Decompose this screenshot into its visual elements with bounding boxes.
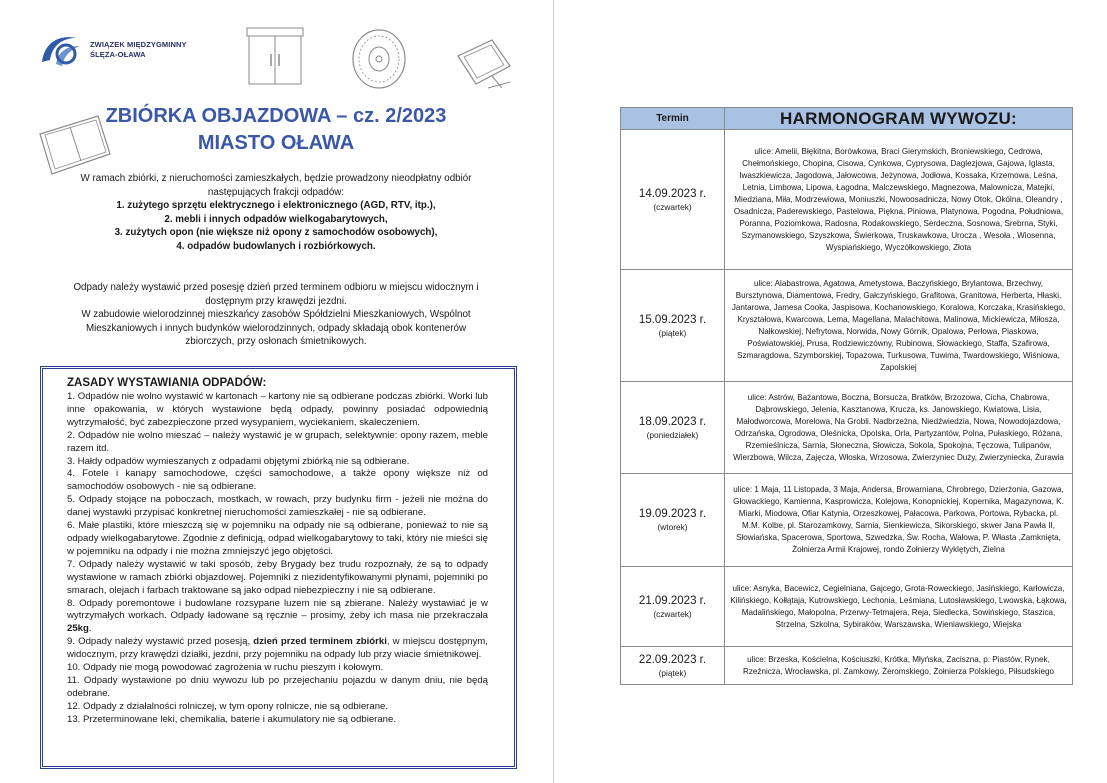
collection-weekday: (czwartek) — [653, 201, 692, 212]
list-item: 1. zużytego sprzętu elektrycznego i elektronicznego (AGD, RTV, itp.), — [116, 200, 436, 211]
rule-item: 9. Odpady należy wystawić przed posesją, dzień przed terminem zbiórki, w miejscu dostępnym, widocznym, przy krawędzi działki, jezdni, przy pojemniku na odpady lub przy wiacie śmietnikowej. — [67, 636, 488, 661]
table-row — [621, 130, 1073, 270]
collection-weekday: (piątek) — [658, 667, 687, 678]
rule-item: 3. Hałdy odpadów wymieszanych z odpadami objętymi zbiórką nie są odbierane. — [67, 455, 410, 467]
rule-emphasis: 25kg — [67, 623, 89, 635]
page-title: ZBIÓRKA OBJAZDOWA – cz. 2/2023 — [105, 105, 447, 127]
collection-date: 18.09.2023 r. — [638, 415, 707, 428]
logo-icon — [36, 30, 84, 70]
list-item: 2. mebli i innych odpadów wielkogabarytowych, — [164, 213, 388, 225]
streets-cell: ulice: 1 Maja, 11 Listopada, 3 Maja, Andersa, Browarniana, Chrobrego, Dzierżonia, Gazowa, Głowackiego, Kamienna, Kasprowicza, Kolejowa, Konopnickiej, Kopernika, Magazynowa, K. Miarki, Miodowa, Ofiar Katynia, Orzeszkowej, Pałacowa, Parkowa, Portowa, Rybacka, pl. M.M. Kolbe, pl. Starozamkowy, Sarnia, Sienkiewicza, Sikorskiego, skwer Jana Pawła II, Słowiańska, Spacerowa, Sportowa, Szwedzka, Św. Rocha, Wałowa, P. Własta ,Zamknięta, Żołnierza Armii Krajowej, rondo Żołnierzy Wyklętych, Zielna — [725, 474, 1073, 567]
rule-item: 1. Odpadów nie wolno wystawić w kartonach – kartony nie są odbierane podczas zbiórki. Worki lub inne opakowania, w których wystawione będą odpady, powinny posiadać odpowiednią wytrzymałość, być zabezpieczone przed wysypaniem, wyciekaniem, skaleczeniem. — [67, 391, 488, 428]
collection-date: 21.09.2023 r. — [638, 594, 707, 607]
logo — [36, 30, 187, 70]
column-header-title: HARMONOGRAM WYWOZU: — [725, 108, 1073, 130]
date-cell — [621, 270, 725, 382]
rules-box — [40, 366, 517, 769]
table-row — [621, 474, 1073, 567]
collection-date: 22.09.2023 r. — [638, 653, 707, 666]
collection-weekday: (piątek) — [658, 327, 687, 338]
collection-date: 19.09.2023 r. — [638, 508, 707, 520]
list-item: 4. odpadów budowlanych i rozbiórkowych. — [176, 240, 376, 252]
monitor-icon — [452, 36, 516, 92]
date-cell — [621, 474, 725, 567]
schedule-table — [620, 107, 1073, 685]
streets-cell: ulice: Brzeska, Kościelna, Kościuszki, Krótka, Młyńska, Zaciszna, p. Piastów, Rynek, Rzeźnicza, Wrocławska, pl. Zamkowy, Żeromskiego, Żołnierza Polskiego, Piłsudskiego — [725, 647, 1073, 685]
waste-fraction-list — [64, 199, 488, 253]
list-item: 3. zużytych opon (nie większe niż opony z samochodów osobowych), — [114, 227, 438, 238]
collection-weekday: (czwartek) — [653, 608, 692, 619]
tire-icon — [350, 28, 408, 90]
notice-section — [64, 281, 488, 349]
streets-cell: ulice: Amelii, Błękitna, Borówkowa, Braci Gierymskich, Broniewskiego, Cedrowa, Chełmońskiego, Chopina, Cisowa, Cynkowa, Cyprysowa, Daglezjowa, Gajowa, Iglasta, Iwaszkiewicza, Jagodowa, Jałowcowa, Jeżynowa, Jodłowa, Kossaka, Krzemowa, Leśna, Letnia, Limbowa, Lipowa, Łagodna, Malczewskiego, Magnezowa, Malownicza, Matejki, Miedziana, Miła, Modrzewiowa, Moniuszki, Nowoosadnicza, Nowy Otok, Okólna, Oleandry , Osadnicza, Paderewskiego, Pastelowa, Piękna, Piniowa, Platynowa, Pogodna, Południowa, Poranna, Poziomkowa, Radosna, Rodakowskiego, Serdeczna, Sosnowa, Srebrna, Styki, Szymanowskiego, Szyszkowa, Świerkowa, Truskawkowa, Urocza , Wesoła , Wiosenna, Wyspiańskiego, Wyczółkowskiego, Złota — [725, 130, 1073, 270]
rule-emphasis: dzień przed terminem zbiórki — [253, 636, 387, 648]
rule-item: 4. Fotele i kanapy samochodowe, części samochodowe, a także opony większe niż od samochodów osobowych - nie są odbierane. — [67, 468, 488, 493]
page-divider — [553, 0, 554, 783]
collection-weekday: (wtorek) — [657, 522, 688, 532]
table-row — [621, 647, 1073, 685]
collection-weekday: (poniedziałek) — [646, 429, 699, 440]
intro-section — [64, 172, 488, 253]
rule-item: 8. Odpady poremontowe i budowlane rozsypane luzem nie są zbierane. Należy wystawiać je w wytrzymałych workach. Odpady ładowane są ręcznie – prosimy, żeby ich masa nie przekraczała 25kg. — [67, 597, 488, 635]
column-header-date: Termin — [621, 108, 725, 130]
date-cell — [621, 382, 725, 474]
rule-item: 5. Odpady stojące na poboczach, mostkach, w rowach, przy budynku firm - jeżeli nie można do danej wystawki przypisać konkretnej nieruchomości zamieszkałej - nie są odbierane. — [67, 494, 488, 519]
rule-item: 10. Odpady nie mogą powodować zagrożenia w ruchu pieszym i kołowym. — [67, 662, 384, 674]
intro-text: W ramach zbiórki, z nieruchomości zamieszkałych, będzie prowadzony nieodpłatny odbiór następujących frakcji odpadów: — [80, 173, 472, 198]
logo-text — [90, 40, 187, 60]
schedule-header-row — [621, 108, 1073, 130]
streets-cell: ulice: Alabastrowa, Agatowa, Ametystowa, Baczyńskiego, Brylantowa, Brzechwy, Bursztynowa, Diamentowa, Fredry, Gałczyńskiego, Grafitowa, Granitowa, Herberta, Hłaski, Jantarowa, Jamesa Cooka, Jaspisowa, Kochanowskiego, Koralowa, Korczaka, Krasińskiego, Kryształowa, Kwarcowa, Lema, Magellana, Malachitowa, Malinowa, Mickiewicza, Miłosza, Nałkowskiej, Nefrytowa, Norwida, Nowy Górnik, Opalowa, Perłowa, Piaskowa, Poświatowskiej, Prusa, Rodziewiczówny, Rubinowa, Słowackiego, Staffa, Szafirowa, Szmaragdowa, Szymborskiej, Topazowa, Turkusowa, Tuwima, Twardowskiego, Wiśniowa, Zapolskiej — [725, 270, 1073, 382]
date-cell — [621, 130, 725, 270]
cabinet-icon — [245, 26, 305, 88]
rule-item: 12. Odpady z działalności rolniczej, w tym opony rolnicze, nie są odbierane. — [67, 700, 389, 712]
logo-line-2: ŚLĘZA-OŁAWA — [90, 50, 146, 59]
notice-paragraph: Odpady należy wystawić przed posesję dzień przed terminem odbioru w miejscu widocznym i dostępnym przy krawędzi jezdni. — [73, 282, 479, 307]
rules-heading: ZASADY WYSTAWIANIA ODPADÓW: — [67, 377, 267, 389]
collection-date: 15.09.2023 r. — [638, 313, 707, 326]
table-row — [621, 270, 1073, 382]
rules-list — [67, 391, 488, 727]
rule-item: 7. Odpady należy wystawić w taki sposób, żeby Brygady bez trudu rozpoznały, że są to odpady wystawione w ramach zbiórki objazdowej. Pojemniki z niezidentyfikowanymi płynami, pojemniki po smarach, olejach i farbach traktowane są jako odpad niebezpieczny i nie są odbierane. — [67, 558, 488, 596]
logo-line-1: ZWIĄZEK MIĘDZYGMINNY — [90, 39, 187, 49]
rule-item: 2. Odpadów nie wolno mieszać – należy wystawić je w grupach, selektywnie: opony razem, meble razem itd. — [67, 429, 488, 454]
rule-item: 13. Przeterminowane leki, chemikalia, baterie i akumulatory nie są odbierane. — [67, 713, 397, 725]
left-page — [0, 0, 553, 783]
table-row — [621, 382, 1073, 474]
notice-paragraph: W zabudowie wielorodzinnej mieszkańcy zasobów Spółdzielni Mieszkaniowych, Wspólnot Mieszkaniowych i innych budynków wielorodzinnych, odpady składają obok kontenerów zbiorczych, przy osłonach śmietnikowych. — [81, 309, 471, 347]
streets-cell: ulice: Asnyka, Bacewicz, Cegielniana, Gajcego, Grota-Roweckiego, Jasińskiego, Karłowicza, Kilińskiego, Kołłątaja, Kutrowskiego, Lechonia, Leśmiana, Lutosławskiego, Lwowska, Łąkowa, Madalińskiego, Małopolna, Przerwy-Tetmajera, Reja, Siedlecka, Sowińskiego, Staszica, Strzelna, Szkolna, Sybiraków, Warszawska, Wieniawskiego, Wiejska — [725, 567, 1073, 647]
rule-item: 6. Małe plastiki, które mieszczą się w pojemniku na odpady nie są odbierane, ponieważ to nie są odpady wielkogabarytowe. Zgodnie z definicją, odpad wielkogabarytowy to taki, który nie mieści się w pojemniku na odpady i nie można zmniejszyć jego objętości. — [67, 520, 488, 557]
date-cell — [621, 567, 725, 647]
collection-date: 14.09.2023 r. — [638, 187, 707, 200]
date-cell — [621, 647, 725, 685]
streets-cell: ulice: Astrów, Bażantowa, Boczna, Borsucza, Bratków, Brzozowa, Cicha, Chabrowa, Dąbrowskiego, Jelenia, Kasztanowa, Krucza, ks. Janowskiego, Kwiatowa, Lisia, Małodworcowa, Morelowa, Na Grobli. Nadbrzeżna, Niedźwiedzia, Nowa, Nowodojazdowa, Odrzańska, Ogrodowa, Oleśnicka, Opolska, Orla, Partyzantów, Polna, Pułaskiego, Różana, Rzemieślnicza, Sarnia, Słoneczna, Słowicza, Sokola, Spokojna, Tęczowa, Tulipanów, Wierzbowa, Wilcza, Zajęcza, Włoska, Wrzosowa, Zwierzyniec Duży, Zwierzyniecka, Żurawia — [725, 382, 1073, 474]
rule-item: 11. Odpady wystawione po dniu wywozu lub po przejechaniu pojazdu w danym dniu, nie będą odebrane. — [67, 674, 488, 699]
page-subtitle: MIASTO OŁAWA — [197, 132, 355, 154]
table-row — [621, 567, 1073, 647]
